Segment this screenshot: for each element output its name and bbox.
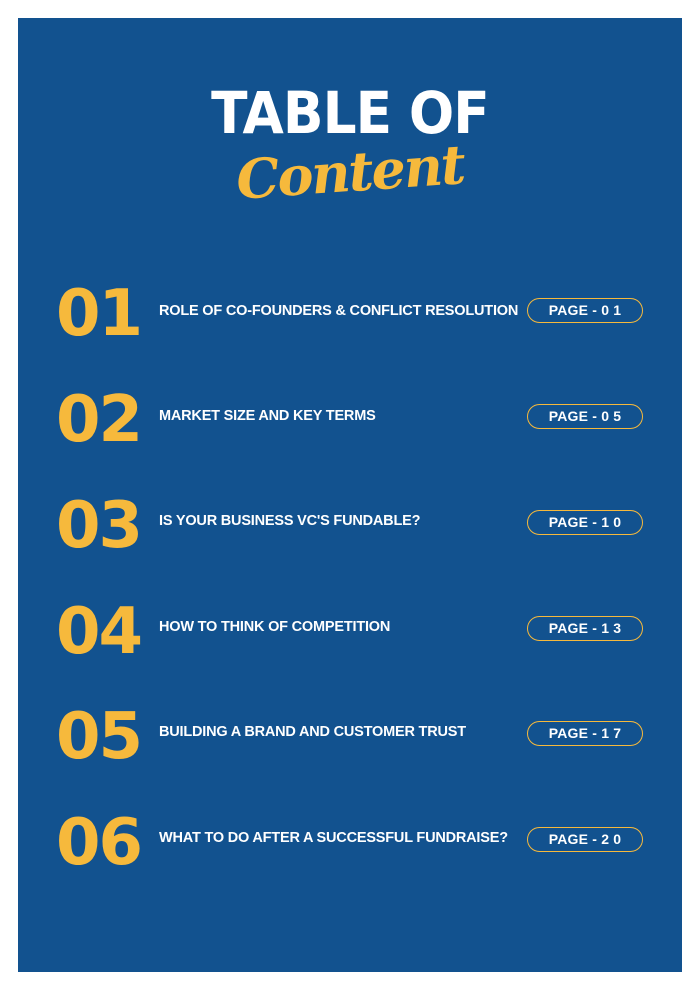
toc-entry-number: 02 — [56, 383, 142, 457]
toc-entry-title: IS YOUR BUSINESS VC'S FUNDABLE? — [159, 513, 421, 529]
toc-entry-page-badge[interactable]: PAGE - 0 1 — [527, 298, 643, 323]
toc-entry-number: 05 — [56, 700, 142, 774]
toc-entry-number: 03 — [56, 489, 142, 563]
toc-entry-page-badge[interactable]: PAGE - 1 0 — [527, 510, 643, 535]
toc-entry-1[interactable] — [0, 277, 700, 352]
toc-entry-page-badge[interactable]: PAGE - 1 3 — [527, 616, 643, 641]
toc-entry-number: 06 — [56, 806, 142, 880]
toc-entry-2[interactable] — [0, 383, 700, 458]
page-title-script: Content — [234, 132, 466, 212]
toc-entry-3[interactable] — [0, 489, 700, 564]
toc-entry-4[interactable] — [0, 595, 700, 670]
toc-entry-page-badge[interactable]: PAGE - 1 7 — [527, 721, 643, 746]
toc-entry-number: 04 — [56, 595, 142, 669]
toc-entry-title: WHAT TO DO AFTER A SUCCESSFUL FUNDRAISE? — [159, 830, 508, 846]
toc-entry-page-badge[interactable]: PAGE - 2 0 — [527, 827, 643, 852]
toc-entry-title: BUILDING A BRAND AND CUSTOMER TRUST — [159, 724, 466, 740]
toc-entry-number: 01 — [56, 277, 142, 351]
toc-entry-title: ROLE OF CO-FOUNDERS & CONFLICT RESOLUTION — [159, 303, 519, 319]
toc-entry-6[interactable] — [0, 806, 700, 881]
toc-entry-page-badge[interactable]: PAGE - 0 5 — [527, 404, 643, 429]
page-title: TABLE OF — [211, 79, 489, 147]
toc-entry-5[interactable] — [0, 700, 700, 775]
toc-entry-title: HOW TO THINK OF COMPETITION — [159, 619, 391, 635]
toc-entry-title: MARKET SIZE AND KEY TERMS — [159, 408, 376, 424]
